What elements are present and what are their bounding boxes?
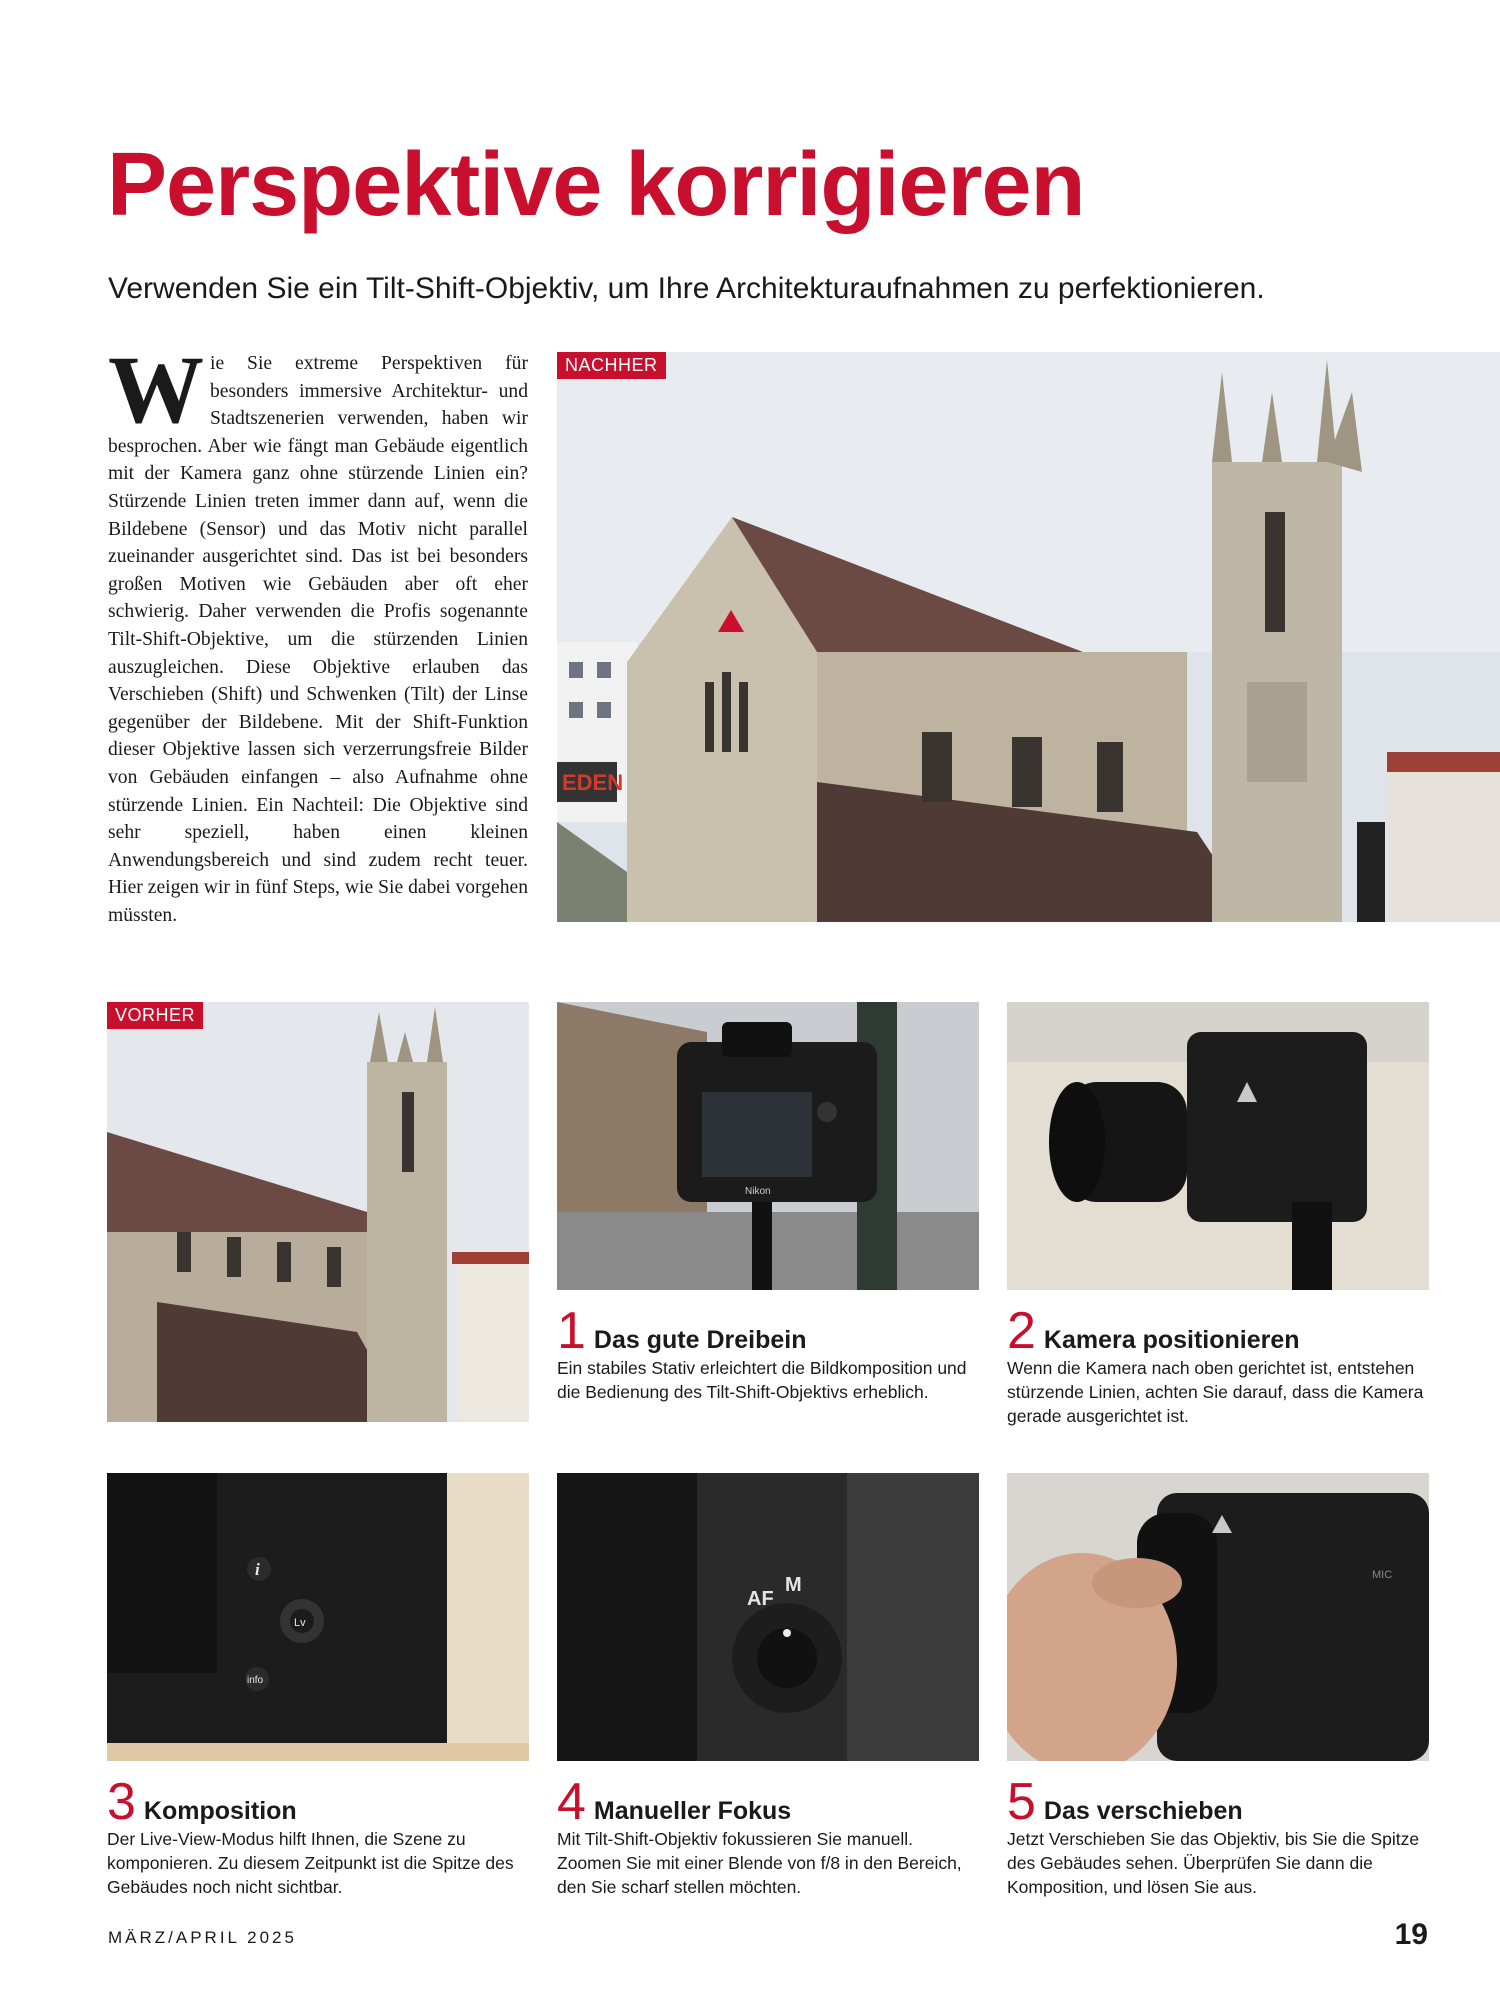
step-1-title: Das gute Dreibein bbox=[593, 1326, 807, 1354]
issue-date: MÄRZ/APRIL 2025 bbox=[108, 1928, 297, 1947]
mic-label: MIC bbox=[1372, 1569, 1393, 1581]
step-5-title: Das verschieben bbox=[1043, 1797, 1243, 1825]
step-3-text: Der Live-View-Modus hilft Ihnen, die Szene zu komponieren. Zu diesem Zeitpunkt ist die Spitze des Gebäudes noch nicht sichtbar. bbox=[107, 1829, 514, 1897]
step-3-title: Komposition bbox=[143, 1797, 297, 1825]
step-5-heading bbox=[1007, 1773, 1243, 1831]
step-2-title: Kamera positionieren bbox=[1043, 1326, 1300, 1354]
step-2-number: 2 bbox=[1007, 1302, 1036, 1360]
after-label: NACHHER bbox=[557, 352, 666, 379]
step-3-number: 3 bbox=[107, 1773, 136, 1831]
step-4-heading bbox=[557, 1773, 792, 1831]
step-1-heading bbox=[557, 1302, 807, 1360]
step-5-photo bbox=[1007, 1473, 1429, 1761]
step-4-number: 4 bbox=[557, 1773, 586, 1831]
intro-text bbox=[108, 336, 528, 929]
step-2-photo bbox=[1007, 1002, 1429, 1290]
page-number: 19 bbox=[1394, 1918, 1428, 1951]
lv-button: Lv bbox=[294, 1617, 306, 1629]
step-4-title: Manueller Fokus bbox=[593, 1797, 792, 1825]
step-1-number: 1 bbox=[557, 1302, 586, 1360]
step-1-text: Ein stabiles Stativ erleichtert die Bildkomposition und die Bedienung des Tilt-Shift-Objektivs erheblich. bbox=[557, 1358, 967, 1402]
page-subtitle: Verwenden Sie ein Tilt-Shift-Objektiv, um Ihre Architekturaufnahmen zu perfektionieren. bbox=[108, 272, 1265, 305]
m-mark: M bbox=[785, 1574, 802, 1596]
before-label: VORHER bbox=[107, 1002, 203, 1029]
step-2-text: Wenn die Kamera nach oben gerichtet ist, entstehen stürzende Linien, achten Sie darauf, dass die Kamera gerade ausgerichtet ist. bbox=[1007, 1358, 1424, 1426]
page-title: Perspektive korrigieren bbox=[107, 135, 1085, 235]
step-2-heading bbox=[1007, 1302, 1300, 1360]
info-i-button: i bbox=[255, 1560, 260, 1579]
step-3-photo bbox=[107, 1473, 529, 1761]
after-photo bbox=[557, 352, 1500, 922]
step-5-number: 5 bbox=[1007, 1773, 1036, 1831]
step-3-heading bbox=[107, 1773, 297, 1831]
intro-body: ie Sie extreme Perspektiven für besonders immersive Architektur- und Stadtszenerien verwenden, haben wir besprochen. Aber wie fängt man Gebäude eigentlich mit der Kamera ganz ohne stürzende Linien ein? Stürzende Linien treten immer dann auf, wenn die Bildebene (Sensor) und das Motiv nicht parallel zueinander ausgerichtet sind. Das ist bei besonders großen Motiven wie Gebäuden aber oft eher schwierig. Daher verwenden die Profis sogenannte Tilt-Shift-Objektive, um die stürzenden Linien auszugleichen. Diese Objektive erlauben das Verschieben (Shift) und Schwenken (Tilt) der Linse gegenüber der Bildebene. Mit der Shift-Funktion dieser Objektive lassen sich verzerrungsfreie Bilder von Gebäuden einfangen – also Aufnahme ohne stürzende Linien. Ein Nachteil: Die Objektive sind sehr speziell, haben einen kleinen Anwendungsbereich und sind zudem recht teuer. Hier zeigen wir in fünf Steps, wie Sie dabei vorgehen müssten. bbox=[108, 353, 528, 926]
camera-brand: Nikon bbox=[745, 1186, 771, 1197]
eden-sign: EDEN bbox=[562, 770, 624, 795]
step-5-text: Jetzt Verschieben Sie das Objektiv, bis Sie die Spitze des Gebäudes sehen. Überprüfen Sie dann die Komposition, und lösen Sie aus. bbox=[1007, 1829, 1420, 1897]
step-1-photo bbox=[557, 1002, 979, 1290]
af-mark: AF bbox=[747, 1588, 774, 1610]
step-4-text: Mit Tilt-Shift-Objektiv fokussieren Sie manuell. Zoomen Sie mit einer Blende von f/8 in den Bereich, den Sie scharf stellen möchten. bbox=[557, 1829, 962, 1897]
info-button: info bbox=[247, 1675, 264, 1686]
drop-cap: W bbox=[108, 336, 204, 443]
step-4-photo bbox=[557, 1473, 979, 1761]
before-photo bbox=[107, 1002, 529, 1422]
